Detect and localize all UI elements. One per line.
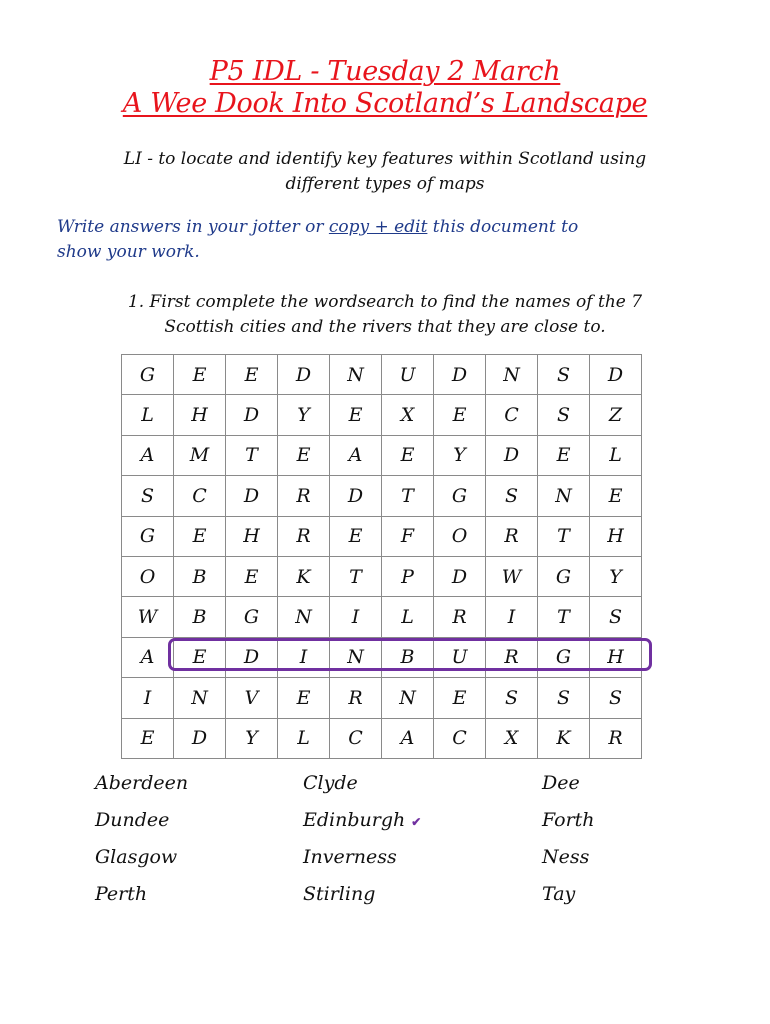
- word-item: Inverness: [303, 846, 397, 868]
- grid-cell: E: [278, 435, 330, 475]
- grid-cell: L: [278, 718, 330, 758]
- grid-cell: E: [174, 516, 226, 556]
- grid-cell: E: [434, 395, 486, 435]
- grid-cell: W: [486, 556, 538, 596]
- grid-cell: I: [278, 637, 330, 677]
- question-1-line1: 1. First complete the wordsearch to find the names of the 7: [127, 292, 643, 312]
- grid-cell: D: [590, 355, 642, 395]
- grid-cell: T: [538, 516, 590, 556]
- grid-cell: H: [226, 516, 278, 556]
- title-topic: A Wee Dook Into Scotland’s Landscape: [122, 88, 648, 119]
- grid-cell: Y: [590, 556, 642, 596]
- grid-cell: G: [226, 597, 278, 637]
- instructions-text-b: this document to: [427, 217, 579, 237]
- grid-cell: R: [486, 637, 538, 677]
- word-item: Dee: [542, 772, 580, 794]
- grid-cell: G: [538, 637, 590, 677]
- grid-cell: E: [174, 355, 226, 395]
- word-item-label: Edinburgh: [303, 809, 406, 831]
- word-item: Forth: [542, 809, 595, 831]
- learning-intention: [0, 147, 770, 197]
- question-1: [60, 290, 710, 340]
- grid-cell: E: [330, 516, 382, 556]
- grid-cell: S: [122, 476, 174, 516]
- grid-cell: I: [122, 678, 174, 718]
- grid-row: [122, 678, 642, 718]
- grid-cell: G: [122, 516, 174, 556]
- grid-cell: U: [434, 637, 486, 677]
- grid-cell: H: [174, 395, 226, 435]
- grid-cell: C: [330, 718, 382, 758]
- grid-row: [122, 395, 642, 435]
- grid-cell: T: [382, 476, 434, 516]
- grid-cell: U: [382, 355, 434, 395]
- grid-cell: O: [122, 556, 174, 596]
- grid-cell: R: [278, 516, 330, 556]
- grid-cell: R: [486, 516, 538, 556]
- word-item: Ness: [542, 846, 590, 868]
- grid-cell: C: [486, 395, 538, 435]
- grid-cell: L: [590, 435, 642, 475]
- grid-cell: Z: [590, 395, 642, 435]
- grid-cell: X: [486, 718, 538, 758]
- instructions: [57, 215, 697, 265]
- grid-cell: E: [122, 718, 174, 758]
- learning-intention-line1: LI - to locate and identify key features within Scotland using: [123, 149, 647, 169]
- word-item: Tay: [542, 883, 576, 905]
- word-item: Stirling: [303, 883, 376, 905]
- word-item: Aberdeen: [95, 772, 189, 794]
- wordsearch-grid: [121, 354, 642, 759]
- grid-row: [122, 556, 642, 596]
- learning-intention-line2: different types of maps: [285, 174, 485, 194]
- grid-cell: D: [278, 355, 330, 395]
- grid-row: [122, 718, 642, 758]
- grid-cell: E: [382, 435, 434, 475]
- grid-cell: S: [538, 355, 590, 395]
- grid-cell: N: [538, 476, 590, 516]
- word-list-cities-b: [303, 772, 421, 920]
- grid-cell: E: [226, 556, 278, 596]
- grid-cell: L: [122, 395, 174, 435]
- grid-cell: R: [590, 718, 642, 758]
- grid-cell: B: [174, 597, 226, 637]
- grid-cell: V: [226, 678, 278, 718]
- copy-edit-link[interactable]: copy + edit: [328, 217, 428, 237]
- grid-cell: E: [226, 355, 278, 395]
- grid-cell: R: [330, 678, 382, 718]
- word-item: Dundee: [95, 809, 170, 831]
- grid-row: [122, 355, 642, 395]
- grid-cell: N: [278, 597, 330, 637]
- grid-cell: I: [330, 597, 382, 637]
- grid-cell: D: [330, 476, 382, 516]
- grid-cell: I: [486, 597, 538, 637]
- grid-cell: S: [486, 476, 538, 516]
- grid-cell: H: [590, 637, 642, 677]
- grid-cell: R: [434, 597, 486, 637]
- grid-cell: N: [330, 637, 382, 677]
- grid-cell: R: [278, 476, 330, 516]
- grid-cell: N: [382, 678, 434, 718]
- grid-cell: B: [382, 637, 434, 677]
- grid-cell: E: [538, 435, 590, 475]
- grid-row: [122, 476, 642, 516]
- grid-cell: A: [382, 718, 434, 758]
- grid-cell: N: [174, 678, 226, 718]
- grid-cell: C: [174, 476, 226, 516]
- grid-cell: N: [486, 355, 538, 395]
- grid-cell: Y: [226, 718, 278, 758]
- grid-cell: A: [122, 637, 174, 677]
- grid-row: [122, 435, 642, 475]
- instructions-text-a: Write answers in your jotter or: [57, 217, 329, 237]
- grid-cell: O: [434, 516, 486, 556]
- grid-cell: L: [382, 597, 434, 637]
- grid-cell: D: [226, 395, 278, 435]
- grid-cell: D: [226, 637, 278, 677]
- grid-cell: G: [122, 355, 174, 395]
- grid-row: [122, 597, 642, 637]
- question-1-line2: Scottish cities and the rivers that they are close to.: [164, 317, 606, 337]
- grid-cell: E: [434, 678, 486, 718]
- instructions-line2: show your work.: [57, 242, 200, 262]
- grid-cell: D: [434, 355, 486, 395]
- grid-cell: K: [538, 718, 590, 758]
- grid-cell: W: [122, 597, 174, 637]
- grid-cell: E: [330, 395, 382, 435]
- check-icon: ✔: [411, 815, 422, 829]
- grid-cell: A: [330, 435, 382, 475]
- grid-cell: S: [590, 597, 642, 637]
- word-list-cities-a: [95, 772, 188, 920]
- grid-row: [122, 516, 642, 556]
- grid-cell: N: [330, 355, 382, 395]
- grid-cell: T: [226, 435, 278, 475]
- word-item-found: [303, 809, 421, 846]
- grid-cell: G: [538, 556, 590, 596]
- grid-cell: C: [434, 718, 486, 758]
- grid-cell: B: [174, 556, 226, 596]
- grid-cell: D: [174, 718, 226, 758]
- word-item: Perth: [95, 883, 148, 905]
- grid-cell: E: [278, 678, 330, 718]
- grid-cell: S: [538, 395, 590, 435]
- grid-cell: P: [382, 556, 434, 596]
- grid-cell: S: [486, 678, 538, 718]
- grid-cell: F: [382, 516, 434, 556]
- word-list-rivers: [542, 772, 595, 920]
- grid-cell: D: [226, 476, 278, 516]
- grid-cell: X: [382, 395, 434, 435]
- grid-cell: S: [590, 678, 642, 718]
- grid-cell: A: [122, 435, 174, 475]
- grid-cell: S: [538, 678, 590, 718]
- grid-cell: Y: [434, 435, 486, 475]
- grid-cell: H: [590, 516, 642, 556]
- word-item: Glasgow: [95, 846, 178, 868]
- grid-cell: Y: [278, 395, 330, 435]
- grid-cell: E: [174, 637, 226, 677]
- grid-cell: D: [434, 556, 486, 596]
- highlight-edinburgh: [168, 638, 652, 671]
- word-item: Clyde: [303, 772, 358, 794]
- grid-cell: M: [174, 435, 226, 475]
- grid-cell: D: [486, 435, 538, 475]
- grid-cell: T: [538, 597, 590, 637]
- grid-cell: G: [434, 476, 486, 516]
- grid-cell: E: [590, 476, 642, 516]
- title-date: P5 IDL - Tuesday 2 March: [209, 56, 561, 87]
- grid-cell: T: [330, 556, 382, 596]
- grid-cell: K: [278, 556, 330, 596]
